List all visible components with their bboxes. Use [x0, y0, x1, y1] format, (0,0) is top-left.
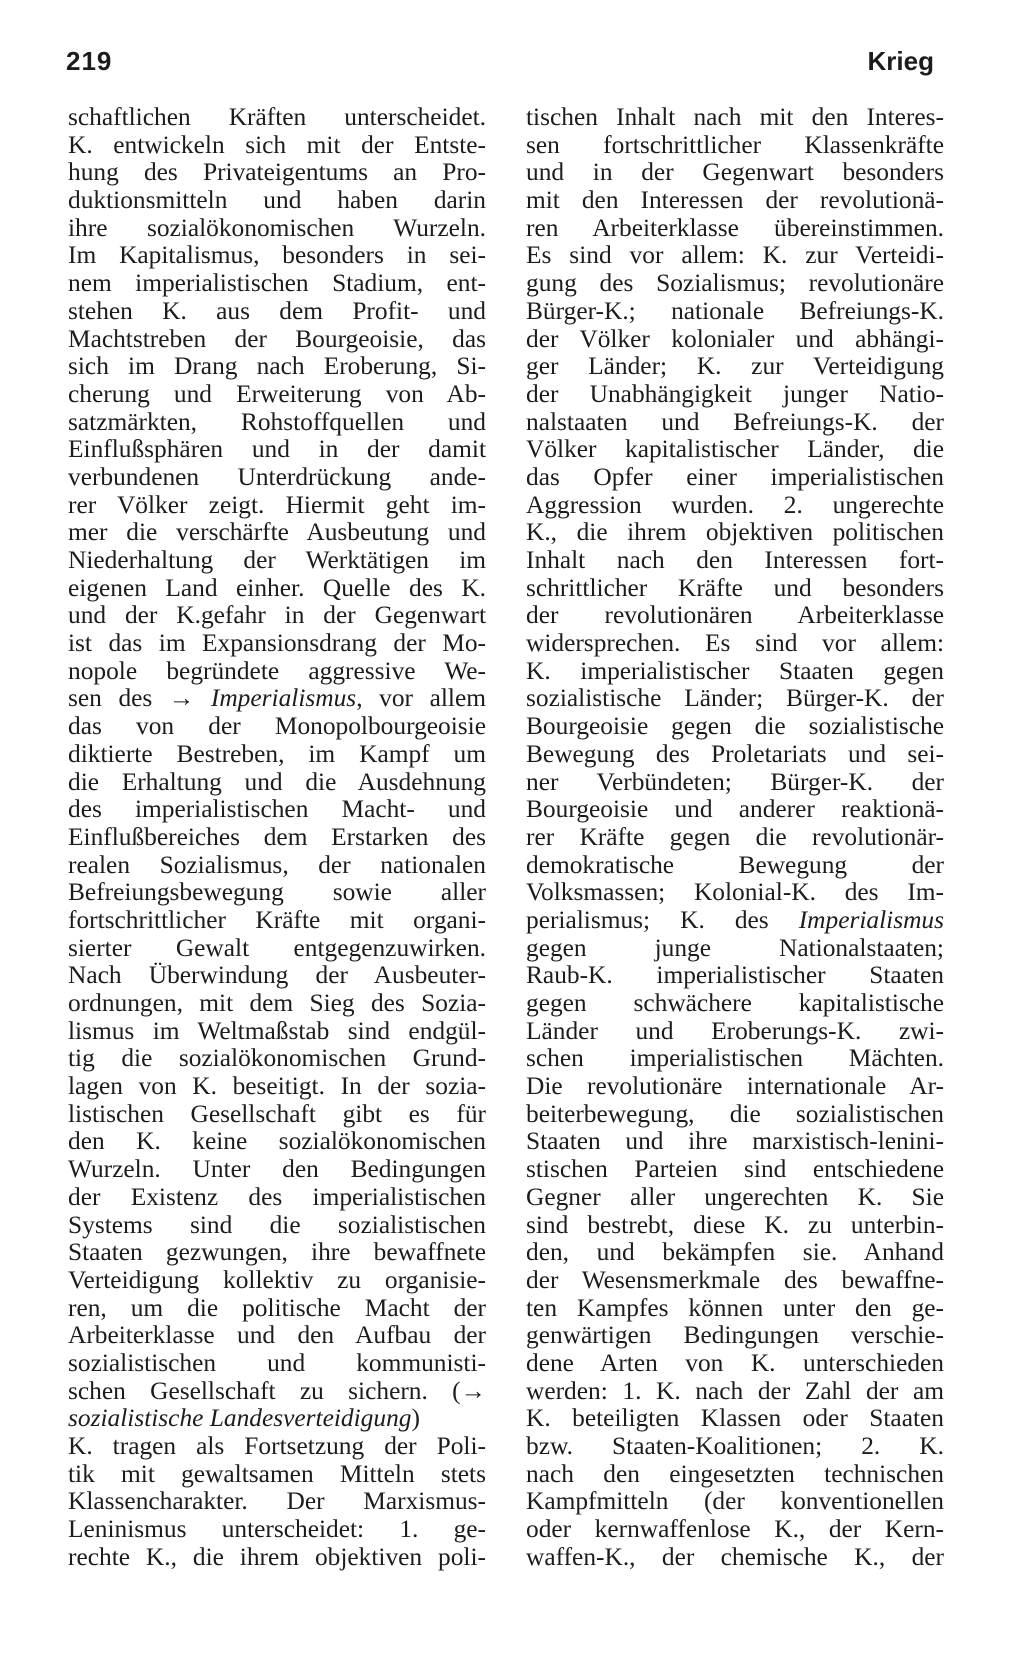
text-line: das Opfer einer imperialistischen [526, 462, 944, 491]
text-line: satzmärkten, Rohstoffquellen und [68, 407, 486, 436]
text-line: beiterbewegung, die sozialistischen [526, 1099, 944, 1128]
text-line: widersprechen. Es sind vor allem: [526, 629, 944, 658]
left-column [68, 104, 486, 1571]
text-line: eigenen Land einher. Quelle des K. [68, 573, 486, 602]
text-line: lagen von K. beseitigt. In der sozia- [68, 1072, 486, 1101]
text-line: K., die ihrem objektiven politischen [526, 518, 944, 547]
text-line: realen Sozialismus, der nationalen [68, 850, 486, 879]
text-line: stischen Parteien sind entschiedene [526, 1155, 944, 1184]
text-line: sen des → Imperialismus, vor allem [68, 684, 486, 713]
text-line: Bewegung des Proletariats und sei- [526, 739, 944, 768]
text-line: K. entwickeln sich mit der Entste- [68, 130, 486, 159]
text-line: Niederhaltung der Werktätigen im [68, 546, 486, 574]
text-line: Im Kapitalismus, besonders in sei- [68, 241, 486, 270]
text-line: Klassencharakter. Der Marxismus- [68, 1487, 486, 1516]
text-line: Systems sind die sozialistischen [68, 1210, 486, 1239]
text-line: Arbeiterklasse und den Aufbau der [68, 1321, 486, 1350]
text-line: des imperialistischen Macht- und [68, 795, 486, 824]
text-line: oder kernwaffenlose K., der Kern- [526, 1515, 944, 1544]
text-line: listischen Gesellschaft gibt es für [68, 1099, 486, 1128]
text-line: schaftlichen Kräften unterscheidet. [68, 103, 486, 131]
text-line: Die revolutionäre internationale Ar- [526, 1072, 944, 1101]
text-line: der revolutionären Arbeiterklasse [526, 601, 944, 630]
text-line: Wurzeln. Unter den Bedingungen [68, 1155, 486, 1184]
text-line: Befreiungsbewegung sowie aller [68, 878, 486, 907]
text-line: genwärtigen Bedingungen verschie- [526, 1321, 944, 1350]
text-line: Bürger-K.; nationale Befreiungs-K. [526, 296, 944, 325]
text-line: nopole begründete aggressive We- [68, 656, 486, 685]
text-line: mer die verschärfte Ausbeutung und [68, 518, 486, 547]
text-line: Staaten gezwungen, ihre bewaffnete [68, 1238, 486, 1267]
text-line: Einflußsphären und in der damit [68, 435, 486, 464]
text-line: schrittlicher Kräfte und besonders [526, 573, 944, 602]
text-line: Bourgeoisie und anderer reaktionä- [526, 795, 944, 824]
text-line: hung des Privateigentums an Pro- [68, 158, 486, 187]
text-line: schen Gesellschaft zu sichern. (→ [68, 1376, 486, 1405]
text-line: den K. keine sozialökonomischen [68, 1127, 486, 1156]
text-line: cherung und Erweiterung von Ab- [68, 379, 486, 408]
right-column [526, 104, 944, 1571]
text-line: Es sind vor allem: K. zur Verteidi- [526, 241, 944, 270]
text-line: Raub-K. imperialistischer Staaten [526, 961, 944, 990]
text-line: K. tragen als Fortsetzung der Poli- [68, 1432, 486, 1460]
text-line: duktionsmitteln und haben darin [68, 186, 486, 215]
text-line: gegen schwächere kapitalistische [526, 989, 944, 1017]
text-line: ger Länder; K. zur Verteidigung [526, 352, 944, 381]
text-line: gung des Sozialismus; revolutionäre [526, 269, 944, 298]
text-line: ordnungen, mit dem Sieg des Sozia- [68, 989, 486, 1017]
text-line: und der K.gefahr in der Gegenwart [68, 601, 486, 630]
text-line: ist das im Expansionsdrang der Mo- [68, 629, 486, 658]
text-line: bzw. Staaten-Koalitionen; 2. K. [526, 1432, 944, 1460]
text-line: Staaten und ihre marxistisch-lenini- [526, 1127, 944, 1156]
text-line: die Erhaltung und die Ausdehnung [68, 767, 486, 796]
text-line: tig die sozialökonomischen Grund- [68, 1044, 486, 1073]
text-line: nalstaaten und Befreiungs-K. der [526, 407, 944, 436]
text-line: Volksmassen; Kolonial-K. des Im- [526, 878, 944, 907]
text-line: Verteidigung kollektiv zu organisie- [68, 1265, 486, 1294]
text-line: lismus im Weltmaßstab sind endgül- [68, 1016, 486, 1045]
page-header [66, 46, 934, 86]
text-line: Nach Überwindung der Ausbeuter- [68, 961, 486, 990]
text-line: Aggression wurden. 2. ungerechte [526, 490, 944, 519]
text-line: tik mit gewaltsamen Mitteln stets [68, 1459, 486, 1488]
text-line: der Völker kolonialer und abhängi- [526, 324, 944, 353]
text-line: stehen K. aus dem Profit- und [68, 296, 486, 325]
text-line: demokratische Bewegung der [526, 850, 944, 879]
text-line: sich im Drang nach Eroberung, Si- [68, 352, 486, 381]
text-line: der Existenz des imperialistischen [68, 1182, 486, 1211]
text-line: der Unabhängigkeit junger Natio- [526, 379, 944, 408]
text-line: Einflußbereiches dem Erstarken des [68, 822, 486, 851]
text-line: diktierte Bestreben, im Kampf um [68, 739, 486, 768]
text-line: rechte K., die ihrem objektiven poli- [68, 1542, 486, 1571]
text-line: sind bestrebt, diese K. zu unterbin- [526, 1210, 944, 1239]
text-line: Bourgeoisie gegen die sozialistische [526, 712, 944, 741]
text-line: ihre sozialökonomischen Wurzeln. [68, 213, 486, 242]
text-line: Kampfmitteln (der konventionellen [526, 1487, 944, 1516]
text-line: sozialistischen und kommunisti- [68, 1348, 486, 1377]
text-line: rer Völker zeigt. Hiermit geht im- [68, 490, 486, 519]
text-line: nem imperialistischen Stadium, ent- [68, 269, 486, 298]
text-line: Gegner aller ungerechten K. Sie [526, 1182, 944, 1211]
running-head: Krieg [867, 46, 934, 76]
text-line: gegen junge Nationalstaaten; [526, 933, 944, 962]
text-line: sozialistische Länder; Bürger-K. der [526, 684, 944, 713]
text-line: das von der Monopolbourgeoisie [68, 712, 486, 741]
text-line: dene Arten von K. unterschieden [526, 1348, 944, 1377]
text-line: Länder und Eroberungs-K. zwi- [526, 1016, 944, 1045]
text-line: waffen-K., der chemische K., der [526, 1542, 944, 1571]
text-line: verbundenen Unterdrückung ande- [68, 462, 486, 491]
text-line: Leninismus unterscheidet: 1. ge- [68, 1515, 486, 1544]
text-line: perialismus; K. des Imperialismus [526, 905, 944, 934]
text-line: ner Verbündeten; Bürger-K. der [526, 767, 944, 796]
text-line: fortschrittlicher Kräfte mit organi- [68, 905, 486, 934]
text-line: sen fortschrittlicher Klassenkräfte [526, 130, 944, 159]
text-line: den, und bekämpfen sie. Anhand [526, 1238, 944, 1267]
text-line: ren Arbeiterklasse übereinstimmen. [526, 213, 944, 242]
text-line: werden: 1. K. nach der Zahl der am [526, 1376, 944, 1405]
text-line: Inhalt nach den Interessen fort- [526, 546, 944, 574]
text-line: K. imperialistischer Staaten gegen [526, 656, 944, 685]
text-line: ren, um die politische Macht der [68, 1293, 486, 1322]
text-line: mit den Interessen der revolutionä- [526, 186, 944, 215]
text-line: schen imperialistischen Mächten. [526, 1044, 944, 1073]
text-line: rer Kräfte gegen die revolutionär- [526, 822, 944, 851]
text-line: Völker kapitalistischer Länder, die [526, 435, 944, 464]
text-line: tischen Inhalt nach mit den Interes- [526, 103, 944, 131]
text-line: Machtstreben der Bourgeoisie, das [68, 324, 486, 353]
page-number: 219 [66, 46, 113, 76]
text-line: K. beteiligten Klassen oder Staaten [526, 1404, 944, 1433]
text-line: sozialistische Landesverteidigung) [68, 1404, 420, 1433]
text-line: und in der Gegenwart besonders [526, 158, 944, 187]
text-line: nach den eingesetzten technischen [526, 1459, 944, 1488]
text-line: der Wesensmerkmale des bewaffne- [526, 1265, 944, 1294]
text-line: sierter Gewalt entgegenzuwirken. [68, 933, 486, 962]
text-line: ten Kampfes können unter den ge- [526, 1293, 944, 1322]
